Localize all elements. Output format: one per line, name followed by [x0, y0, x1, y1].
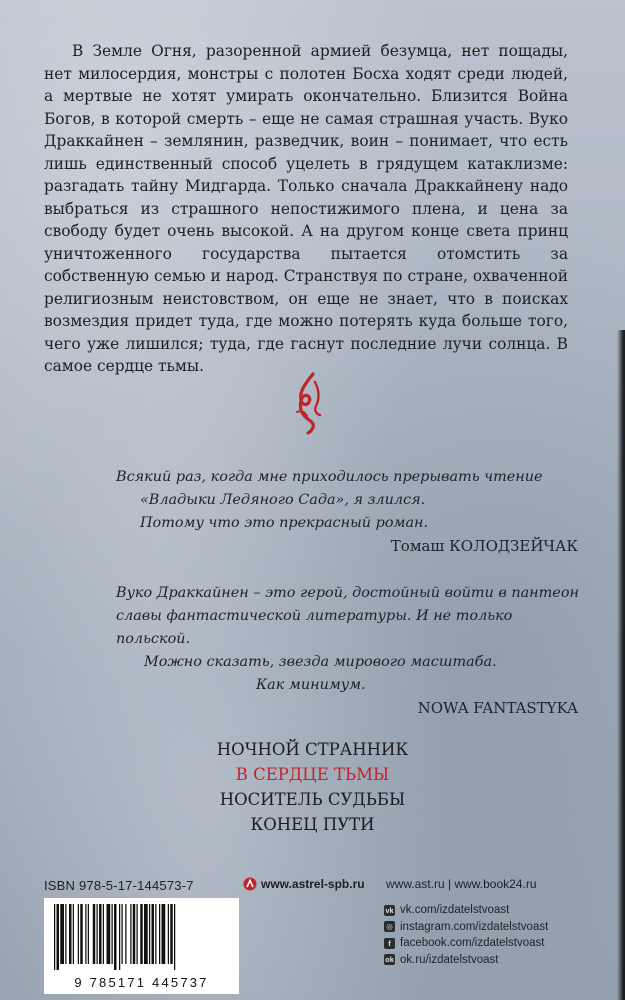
barcode-bar [57, 904, 60, 970]
barcode-bar [125, 904, 126, 964]
barcode-bar [80, 904, 83, 964]
ast-links[interactable]: www.ast.ru | www.book24.ru [386, 877, 537, 891]
series-book-2-current: В СЕРДЦЕ ТЬМЫ [235, 765, 390, 784]
barcode-bar [107, 904, 111, 964]
series-list [0, 737, 625, 837]
barcode [44, 898, 239, 994]
quote-line: «Владыки Ледяного Сада», я злился. [140, 492, 426, 508]
vk-icon: vk [385, 905, 394, 915]
barcode-bar [88, 904, 89, 964]
instagram-icon: ◎ [384, 921, 395, 932]
series-book-1: НОЧНОЙ СТРАННИК [216, 740, 409, 759]
quote-author: NOWA FANTASTYKA [417, 699, 578, 717]
series-book-4: КОНЕЦ ПУТИ [250, 815, 375, 834]
social-link-text[interactable]: instagram.com/izdatelstvoast [400, 920, 549, 933]
quote-line: Вуко Драккайнен – это герой, достойный войти в пантеон [116, 585, 579, 601]
astrel-url[interactable]: www.astrel-spb.ru [261, 877, 365, 891]
blurb-text: В Земле Огня, разоренной армией безумца, нет пощады, нет милосердия, монстры с полотен Босха ходят среди людей, а мертвые не хотят умирать окончательно. Близится Война Богов, в которой смерть – еще не самая страшная участь. Вуко Драккайнен – землянин, разведчик, воин – понимает, что есть лишь единственный способ уцелеть в грядущем катаклизме: разгадать тайну Мидгарда. Только сначала Драккайнену надо выбраться из страшного непостижимого плена, и цена за свободу будет очень высокой. А на другом конце света принц уничтоженного государства пытается отомстить за собственную семью и народ. Странствуя по стране, охваченной религиозным неистовством, он еще не знает, что в поисках возмездия придет туда, где можно потерять куда больше того, чего уже лишился; туда, где гаснут последние лучи солнца. В самое сердце тьмы. [44, 42, 568, 375]
barcode-bar [73, 904, 74, 964]
barcode-bar [168, 904, 169, 964]
social-link-instagram[interactable] [384, 919, 548, 936]
barcode-bar [78, 904, 79, 964]
astrel-logo-icon [243, 877, 257, 891]
ok-icon: ok [385, 955, 394, 965]
barcode-bar [99, 904, 102, 964]
social-link-facebook[interactable] [384, 935, 548, 952]
quote-line: Как минимум. [256, 677, 366, 693]
barcode-bar [122, 904, 123, 964]
barcode-bar [69, 904, 72, 964]
quote-author: Томаш КОЛОДЗЕЙЧАК [390, 537, 578, 555]
astrel-link[interactable] [243, 877, 365, 891]
blurb [44, 40, 568, 378]
barcode-bar [159, 904, 160, 964]
social-link-text[interactable]: ok.ru/izdatelstvoast [400, 953, 499, 966]
barcode-bar [97, 904, 98, 964]
barcode-bar [162, 904, 166, 964]
social-links [384, 902, 548, 968]
barcode-bar [60, 904, 64, 964]
publisher-info [0, 870, 625, 1000]
social-link-text[interactable]: vk.com/izdatelstvoast [400, 904, 510, 916]
barcode-bar [140, 904, 143, 964]
isbn-label: ISBN 978-5-17-144573-7 [44, 878, 194, 893]
series-book-3: НОСИТЕЛЬ СУДЬБЫ [219, 790, 406, 809]
quote-line: Потому что это прекрасный роман. [140, 515, 429, 531]
barcode-bar [85, 904, 86, 964]
barcode-bar [114, 904, 117, 970]
barcode-bars [50, 904, 233, 970]
barcode-bar [174, 904, 175, 970]
barcode-bar [133, 904, 136, 964]
barcode-bar [112, 904, 113, 964]
barcode-bar [152, 904, 155, 964]
barcode-bar [130, 904, 131, 964]
barcode-bar [54, 904, 55, 970]
social-link-vk[interactable] [384, 902, 548, 919]
barcode-bar [119, 904, 120, 970]
quote-line: Можно сказать, звезда мирового масштаба. [144, 654, 497, 670]
red-ornament-icon [289, 372, 327, 436]
facebook-icon: f [384, 938, 395, 949]
review-quote-1 [116, 466, 586, 558]
barcode-bar [144, 904, 148, 964]
social-link-ok[interactable] [384, 952, 548, 969]
barcode-digits: 9 785171 445737 [74, 975, 209, 990]
barcode-bar [65, 904, 66, 964]
barcode-bar [137, 904, 138, 964]
review-quote-2 [116, 582, 586, 720]
barcode-bar [170, 904, 173, 964]
barcode-bar [149, 904, 150, 964]
barcode-bar [155, 904, 156, 964]
barcode-bar [103, 904, 104, 964]
quote-line: славы фантастической литературы. И не только польской. [116, 608, 513, 647]
quote-line: Всякий раз, когда мне приходилось прерывать чтение [116, 469, 543, 485]
barcode-bar [93, 904, 96, 964]
social-link-text[interactable]: facebook.com/izdatelstvoast [400, 937, 545, 949]
